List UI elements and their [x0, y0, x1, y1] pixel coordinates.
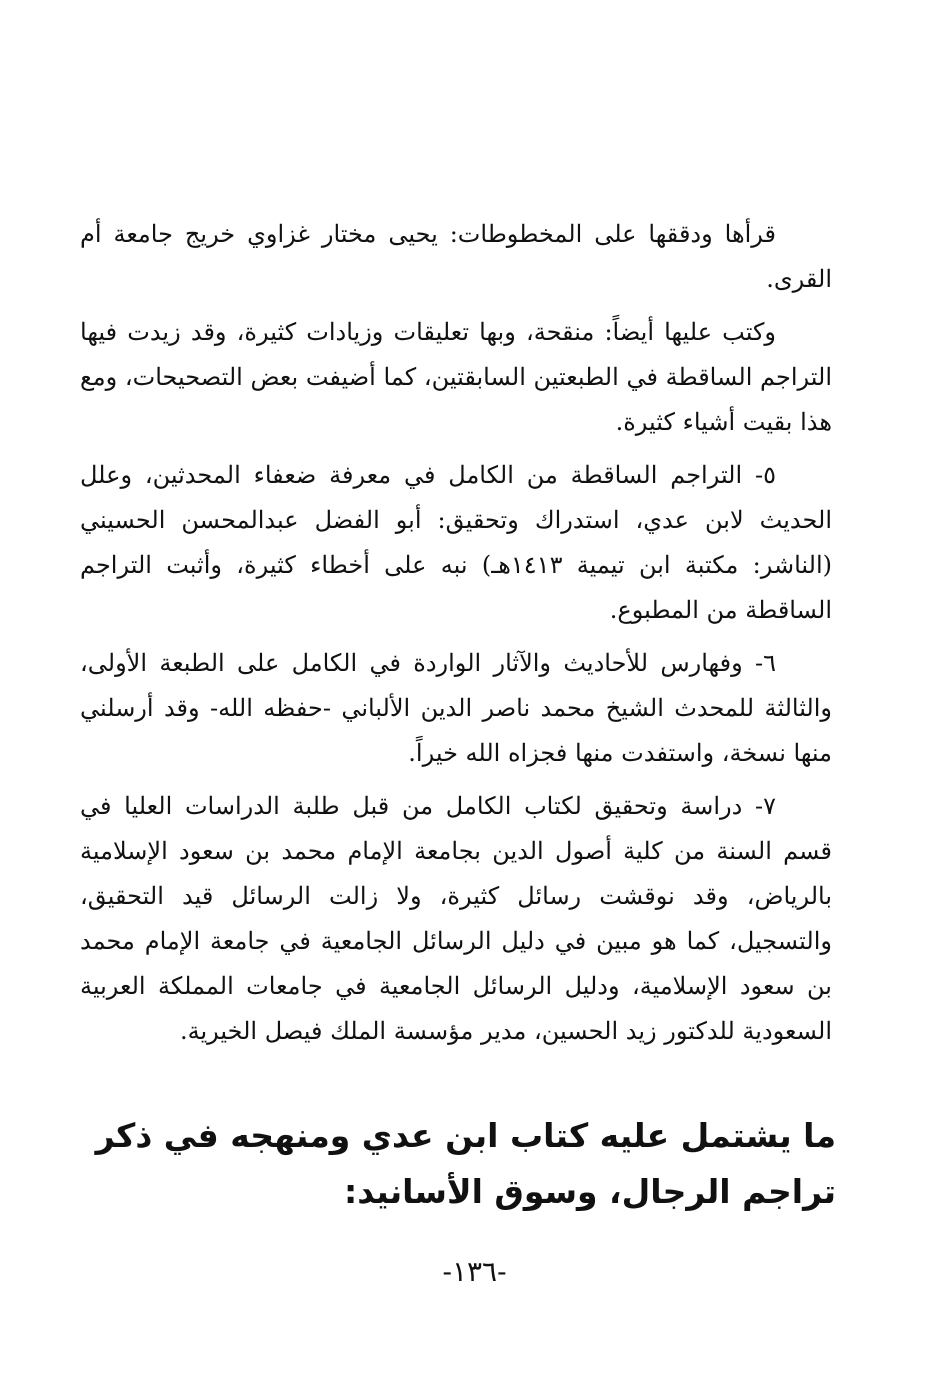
section-heading-line-2: تراجم الرجال، وسوق الأسانيد: — [344, 1172, 836, 1211]
list-item-5: ٥- التراجم الساقطة من الكامل في معرفة ضعفاء المحدثين، وعلل الحديث لابن عدي، استدراك وتحقيق: أبو الفضل عبدالمحسن الحسيني (الناشر: مكتبة ابن تيمية ١٤١٣هـ) نبه على أخطاء كثيرة، وأثبت التراجم الساقطة من المطبوع. — [80, 461, 832, 624]
section-heading — [80, 1108, 836, 1220]
body-text — [80, 212, 832, 1062]
section-heading-line-1: ما يشتمل عليه كتاب ابن عدي ومنهجه في ذكر — [95, 1116, 836, 1155]
list-item-6: ٦- وفهارس للأحاديث والآثار الواردة في الكامل على الطبعة الأولى، والثالثة للمحدث الشيخ محمد ناصر الدين الألباني -حفظه الله- وقد أرسلني منها نسخة، واستفدت منها فجزاه الله خيراً. — [80, 649, 832, 767]
list-item-7: ٧- دراسة وتحقيق لكتاب الكامل من قبل طلبة الدراسات العليا في قسم السنة من كلية أصول الدين بجامعة الإمام محمد بن سعود الإسلامية بالرياض، وقد نوقشت رسائل كثيرة، ولا زالت الرسائل قيد التحقيق، والتسجيل، كما هو مبين في دليل الرسائل الجامعية في جامعة الإمام محمد بن سعود الإسلامية، ودليل الرسائل الجامعية في جامعات المملكة العربية السعودية للدكتور زيد الحسين، مدير مؤسسة الملك فيصل الخيرية. — [80, 792, 832, 1045]
page-number: -١٣٦- — [442, 1255, 507, 1288]
paragraph-edition-notes: وكتب عليها أيضاً: منقحة، وبها تعليقات وزيادات كثيرة، وقد زيدت فيها التراجم الساقطة في الطبعتين السابقتين، كما أضيفت بعض التصحيحات، ومع هذا بقيت أشياء كثيرة. — [80, 318, 832, 436]
paragraph-manuscript-review: قرأها ودققها على المخطوطات: يحيى مختار غزاوي خريج جامعة أم القرى. — [80, 220, 832, 293]
